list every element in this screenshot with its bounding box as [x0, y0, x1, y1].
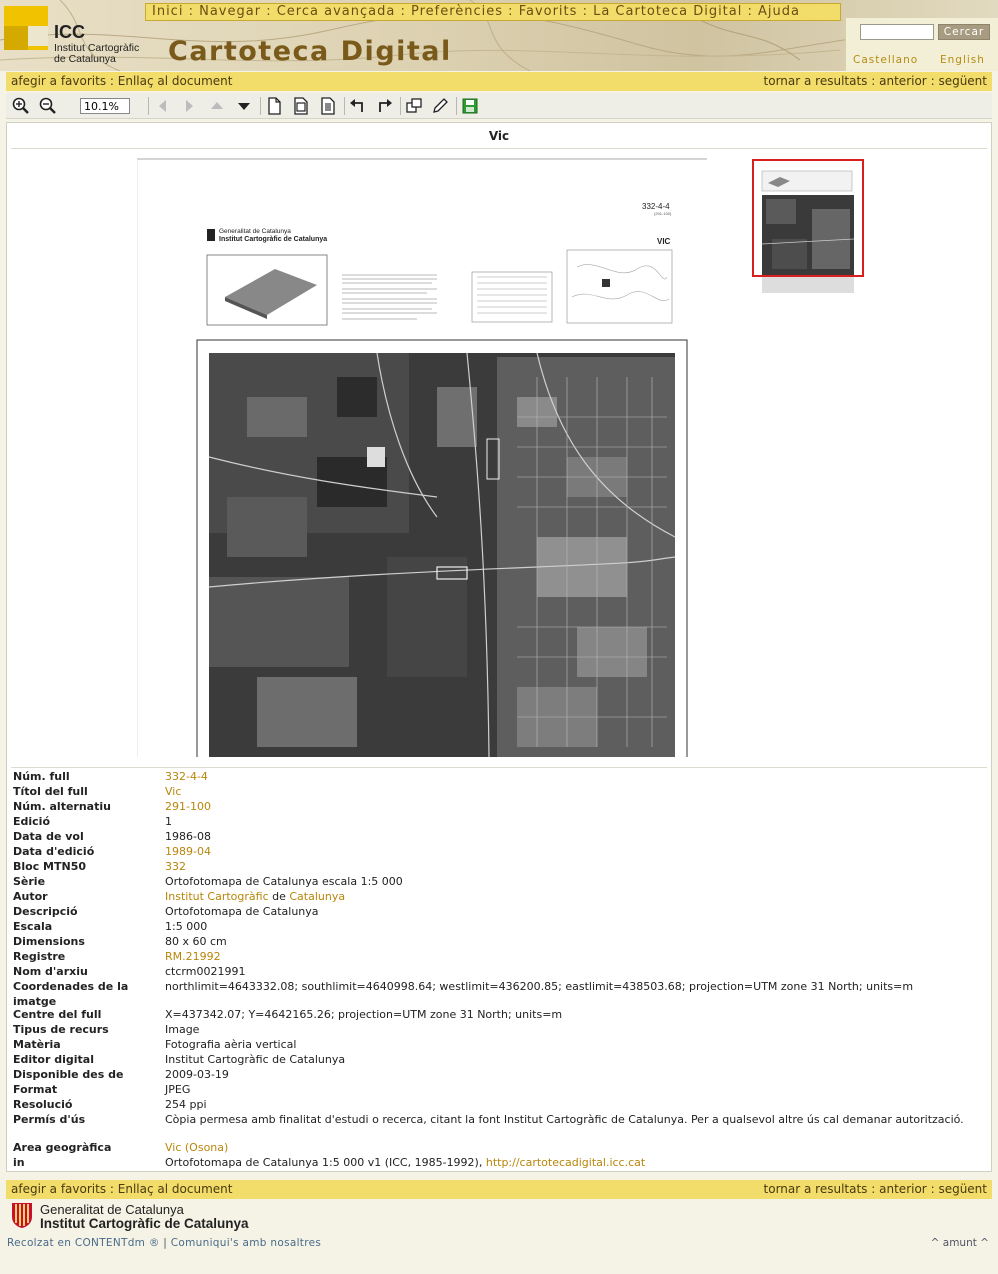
toolbar-divider [260, 97, 261, 115]
logo-text: ICC [54, 22, 85, 42]
contentdm-link[interactable]: Recolzat en CONTENTdm ® [7, 1237, 160, 1249]
sheet-gen-label: Generalitat de Catalunya [219, 228, 291, 235]
nav-navegar[interactable]: Navegar [199, 4, 262, 19]
nav-preferencies[interactable]: Preferències [410, 4, 504, 19]
metadata-value-link[interactable]: 291-100 [165, 800, 211, 813]
metadata-value: 1 [165, 815, 172, 828]
metadata-value: 2009-03-19 [165, 1068, 229, 1081]
metadata-row [13, 934, 989, 949]
nav-separator: : [400, 4, 411, 19]
metadata-value [165, 889, 989, 904]
document-panel [6, 122, 992, 1172]
metadata-list [13, 769, 989, 1170]
sheet-name-label: VIC [657, 237, 671, 246]
icc-label: Institut Cartogràfic de Catalunya [40, 1216, 249, 1231]
metadata-row [13, 814, 989, 829]
fit-width-icon[interactable] [291, 96, 311, 116]
map-sheet-image [137, 157, 707, 757]
nav-separator: : [266, 4, 277, 19]
metadata-value [165, 1155, 989, 1170]
sheet-code-label: 332-4-4 [642, 202, 670, 211]
metadata-value-link[interactable]: 332 [165, 860, 186, 873]
metadata-row [13, 964, 989, 979]
toolbar-divider [400, 97, 401, 115]
metadata-label: Format [13, 1083, 58, 1096]
save-icon[interactable] [460, 96, 480, 116]
metadata-row [13, 1155, 989, 1170]
down-arrow-icon[interactable] [234, 96, 254, 116]
metadata-row [13, 844, 989, 859]
metadata-label: Data de vol [13, 830, 84, 843]
metadata-label: Dimensions [13, 935, 85, 948]
sheet-code-sub: (291-100) [654, 211, 672, 216]
metadata-value: 1:5 000 [165, 920, 208, 933]
metadata-value: Ortofotomapa de Catalunya escala 1:5 000 [165, 875, 403, 888]
metadata-value-link[interactable]: 1989-04 [165, 845, 211, 858]
toolbar-divider [344, 97, 345, 115]
generalitat-label: Generalitat de Catalunya [40, 1202, 184, 1217]
metadata-row [13, 1052, 989, 1067]
document-title: Vic [488, 129, 510, 143]
metadata-value-link[interactable]: RM.21992 [165, 950, 221, 963]
back-to-top-link[interactable]: ^ amunt ^ [930, 1237, 989, 1249]
metadata-label: Edició [13, 815, 51, 828]
next-link[interactable]: següent [938, 1182, 987, 1196]
footer-links [7, 1237, 321, 1249]
metadata-value-link[interactable]: 332-4-4 [165, 770, 208, 783]
rotate-right-icon[interactable] [374, 96, 394, 116]
metadata-label: Nom d'arxiu [13, 965, 88, 978]
sheet-icc-label: Institut Cartogràfic de Catalunya [219, 236, 328, 243]
nav-cerca-avancada[interactable]: Cerca avançada [276, 4, 396, 19]
metadata-row [13, 874, 989, 889]
metadata-label: Autor [13, 890, 48, 903]
back-to-results-link[interactable]: tornar a resultats [763, 1182, 868, 1196]
icc-logo-cut [28, 26, 48, 46]
metadata-label: in [13, 1156, 25, 1169]
language-castellano-link[interactable]: Castellano [853, 54, 919, 66]
metadata-value: Fotografia aèria vertical [165, 1038, 297, 1051]
metadata-value: X=437342.07; Y=4642165.26; projection=UTM zone 31 North; units=m [165, 1008, 563, 1021]
metadata-row [13, 979, 989, 1007]
metadata-row [13, 1022, 989, 1037]
metadata-value: Còpia permesa amb finalitat d'estudi o recerca, citant la font Institut Cartogràfic de Catalunya. Per a qualsevol altre ús cal demanar autorització. [165, 1113, 964, 1126]
metadata-row [13, 784, 989, 799]
metadata-label: Matèria [13, 1038, 61, 1051]
next-page-icon[interactable] [179, 96, 199, 116]
metadata-label: Data d'edició [13, 845, 95, 858]
add-favorites-link[interactable]: afegir a favorits [11, 1182, 107, 1196]
previous-link[interactable]: anterior [879, 1182, 927, 1196]
zoom-level-input[interactable] [80, 98, 130, 114]
author-link[interactable]: Institut Cartogràfic [165, 890, 269, 903]
metadata-row [13, 1007, 989, 1022]
metadata-row [13, 919, 989, 934]
author-joiner: de [268, 890, 290, 903]
next-link[interactable]: següent [938, 74, 987, 88]
metadata-label: Centre del full [13, 1008, 102, 1021]
fit-page-icon[interactable] [264, 96, 284, 116]
metadata-value: Institut Cartogràfic de Catalunya [165, 1053, 346, 1066]
metadata-label: Disponible des de [13, 1068, 124, 1081]
nav-favorits[interactable]: Favorits [518, 4, 578, 19]
site-title: Cartoteca Digital [168, 36, 452, 67]
metadata-label: Núm. full [13, 770, 70, 783]
up-arrow-icon[interactable] [207, 96, 227, 116]
metadata-label: Editor digital [13, 1053, 94, 1066]
nav-inici[interactable]: Inici [152, 4, 184, 19]
generalitat-shield-icon [10, 1201, 34, 1229]
action-separator: : [871, 1182, 876, 1196]
title-divider [11, 148, 987, 149]
nav-separator: : [188, 4, 200, 19]
edit-icon[interactable] [430, 96, 450, 116]
metadata-value: 254 ppi [165, 1098, 207, 1111]
source-url-link[interactable]: http://cartotecadigital.icc.cat [485, 1156, 646, 1169]
add-favorites-link[interactable]: afegir a favorits [11, 74, 107, 88]
rotate-left-icon[interactable] [348, 96, 368, 116]
nav-cartoteca-digital[interactable]: La Cartoteca Digital [593, 4, 743, 19]
metadata-row [13, 829, 989, 844]
nav-separator: : [747, 4, 759, 19]
footer-separator: | [163, 1237, 168, 1249]
metadata-value: ctcrm0021991 [165, 965, 246, 978]
metadata-value: Ortofotomapa de Catalunya [165, 905, 319, 918]
action-separator: : [930, 1182, 935, 1196]
metadata-row [13, 1097, 989, 1112]
language-english-link[interactable]: English [940, 54, 985, 66]
action-bar-top [6, 72, 992, 91]
metadata-label: Tipus de recurs [13, 1023, 109, 1036]
top-navigation [145, 3, 841, 21]
metadata-label: Sèrie [13, 875, 46, 888]
action-separator: : [109, 74, 114, 88]
metadata-value: Image [165, 1023, 200, 1036]
metadata-row [13, 1037, 989, 1052]
metadata-label: Bloc MTN50 [13, 860, 87, 873]
thumbnail-viewport-frame[interactable] [752, 159, 864, 277]
toolbar-divider [456, 97, 457, 115]
author-link[interactable]: Catalunya [289, 890, 346, 903]
actual-size-icon[interactable] [318, 96, 338, 116]
metadata-label: Títol del full [13, 785, 88, 798]
new-window-icon[interactable] [404, 96, 424, 116]
nav-ajuda[interactable]: Ajuda [758, 4, 800, 19]
logo-subtitle-2: de Catalunya [54, 53, 116, 65]
source-text: Ortofotomapa de Catalunya 1:5 000 v1 (ICC, 1985-1992), [165, 1156, 486, 1169]
metadata-label: Descripció [13, 905, 78, 918]
metadata-label: Permís d'ús [13, 1113, 86, 1126]
image-viewer[interactable] [137, 157, 707, 757]
zoom-in-icon[interactable] [11, 96, 31, 116]
document-link[interactable]: Enllaç al document [117, 1182, 233, 1196]
nav-separator: : [582, 4, 594, 19]
metadata-row [13, 889, 989, 904]
metadata-value-link[interactable]: Vic (Osona) [165, 1141, 229, 1154]
document-link[interactable]: Enllaç al document [117, 74, 233, 88]
viewer-toolbar [6, 93, 992, 119]
nav-separator: : [508, 4, 519, 19]
metadata-value: northlimit=4643332.08; southlimit=4640998.64; westlimit=436200.85; eastlimit=438503.68; projection=UTM zone 31 North; units=m [165, 980, 914, 993]
metadata-row [13, 799, 989, 814]
metadata-label: Coordenades de la imatge [13, 980, 129, 1008]
contact-link[interactable]: Comuniqui's amb nosaltres [170, 1237, 322, 1249]
zoom-out-icon[interactable] [38, 96, 58, 116]
metadata-divider [11, 767, 987, 768]
metadata-label: Area geogràfica [13, 1141, 112, 1154]
icc-logo-part [4, 26, 28, 50]
search-area [845, 18, 998, 71]
metadata-row [13, 859, 989, 874]
action-separator: : [930, 74, 935, 88]
toolbar-divider [148, 97, 149, 115]
metadata-row [13, 1140, 989, 1155]
metadata-label: Resolució [13, 1098, 73, 1111]
logo-subtitle-1: Institut Cartogràfic [54, 42, 140, 54]
previous-link[interactable]: anterior [879, 74, 927, 88]
metadata-row [13, 1112, 989, 1140]
search-input[interactable] [860, 24, 934, 40]
metadata-row [13, 769, 989, 784]
action-separator: : [871, 74, 876, 88]
back-to-results-link[interactable]: tornar a resultats [763, 74, 868, 88]
metadata-row [13, 1067, 989, 1082]
metadata-value: 80 x 60 cm [165, 935, 227, 948]
metadata-row [13, 1082, 989, 1097]
metadata-row [13, 904, 989, 919]
previous-page-icon[interactable] [153, 96, 173, 116]
metadata-label: Registre [13, 950, 66, 963]
metadata-label: Núm. alternatiu [13, 800, 111, 813]
metadata-value: 1986-08 [165, 830, 211, 843]
action-bar-bottom [6, 1180, 992, 1199]
site-header [0, 0, 998, 71]
action-separator: : [109, 1182, 114, 1196]
metadata-value: JPEG [165, 1083, 191, 1096]
metadata-value-link[interactable]: Vic [165, 785, 182, 798]
metadata-row [13, 949, 989, 964]
search-button[interactable]: Cercar [938, 24, 990, 40]
metadata-label: Escala [13, 920, 53, 933]
